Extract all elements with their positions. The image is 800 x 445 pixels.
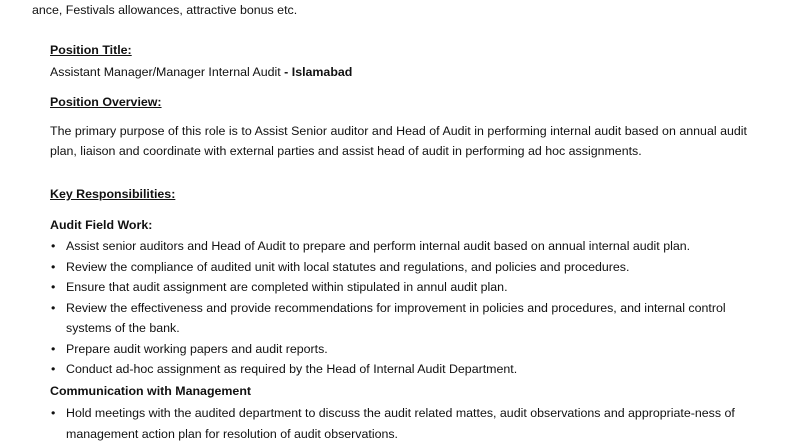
list-item: • Prepare audit working papers and audit reports. (50, 339, 765, 360)
list-item: • Review the effectiveness and provide recommendations for improvement in policies and procedures, and internal control systems of the bank. (50, 298, 765, 339)
position-title-text: Assistant Manager/Manager Internal Audit (50, 65, 281, 79)
bullet-icon: • (51, 300, 56, 315)
communication-heading: Communication with Management (50, 384, 252, 398)
position-title-heading: Position Title: (50, 43, 132, 57)
bullet-icon: • (51, 406, 56, 420)
list-item: • Ensure that audit assignment are completed within stipulated in annul audit plan. (50, 277, 765, 298)
top-fragment-text: ance, Festivals allowances, attractive bonus etc. (32, 3, 298, 17)
audit-field-work-list (50, 236, 765, 380)
audit-field-work-heading: Audit Field Work: (50, 218, 153, 232)
bullet-icon: • (51, 259, 56, 274)
list-item: • Hold meetings with the audited department to discuss the audit related mattes, audit observations and appropriate-ness of management action plan for resolution of audit observations. (50, 403, 765, 444)
bullet-icon: • (51, 280, 56, 294)
bullet-icon: • (51, 362, 56, 376)
position-location: Islamabad (291, 65, 353, 79)
communication-list (50, 403, 765, 444)
bullet-icon: • (51, 341, 56, 356)
list-item: • Review the compliance of audited unit with local statutes and regulations, and policies and procedures. (50, 257, 765, 278)
position-title-separator: - (280, 65, 292, 79)
position-overview-text: The primary purpose of this role is to Assist Senior auditor and Head of Audit in performing internal audit based on annual audit plan, liaison and coordinate with external parties and assist head of audit in performing ad hoc assignments. (50, 124, 747, 158)
bullet-icon: • (51, 239, 56, 253)
list-item: • Conduct ad-hoc assignment as required by the Head of Internal Audit Department. (50, 359, 765, 380)
position-overview-heading: Position Overview: (50, 95, 162, 109)
list-item: • Assist senior auditors and Head of Audit to prepare and perform internal audit based on annual internal audit plan. (50, 236, 765, 257)
position-title-line (50, 65, 352, 79)
key-responsibilities-heading: Key Responsibilities: (50, 187, 176, 201)
